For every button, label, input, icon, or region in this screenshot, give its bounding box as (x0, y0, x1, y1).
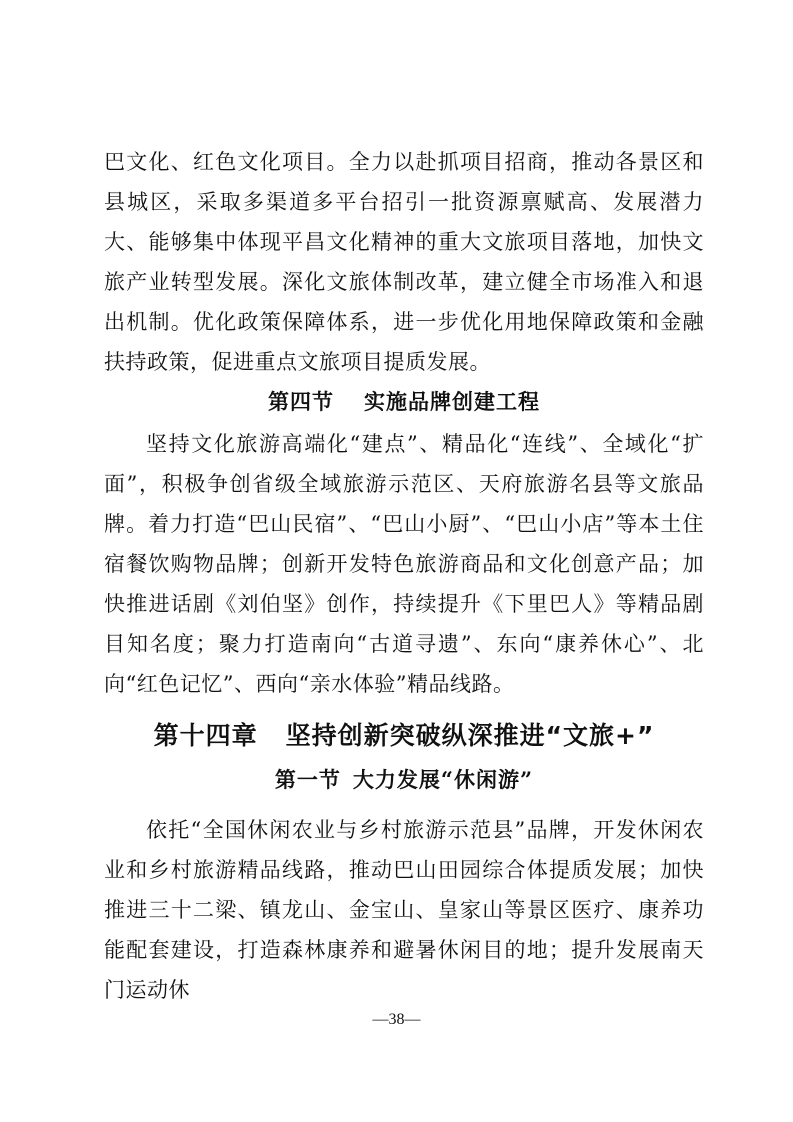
section-title-text: 大力发展“休闲游” (352, 767, 534, 792)
section-heading-leisure-travel (104, 764, 704, 796)
section-title-text: 实施品牌创建工程 (364, 389, 540, 414)
chapter-number: 第十四章 (153, 721, 258, 750)
paragraph-leisure-travel: 依托“全国休闲农业与乡村旅游示范县”品牌，开发休闲农业和乡村旅游精品线路，推动巴山田园综合体提质发展；加快推进三十二梁、镇龙山、金宝山、皇家山等景区医疗、康养功能配套建设，打造森林康养和避暑休闲目的地；提升发展南天门运动休 (104, 818, 704, 1002)
paragraph-brand-building: 坚持文化旅游高端化“建点”、精品化“连线”、全域化“扩面”，积极争创省级全域旅游示范区、天府旅游名县等文旅品牌。着力打造“巴山民宿”、“巴山小厨”、“巴山小店”等本土住宿餐饮购物品牌；创新开发特色旅游商品和文化创意产品；加快推进话剧《刘伯坚》创作，持续提升《下里巴人》等精品剧目知名度；聚力打造南向“古道寻遗”、东向“康养休心”、北向“红色记忆”、西向“亲水体验”精品线路。 (104, 432, 704, 696)
page-number: —38— (372, 1011, 421, 1028)
section-number: 第四节 (268, 389, 334, 414)
section-heading-brand-building (104, 386, 704, 418)
section-number: 第一节 (274, 767, 341, 792)
paragraph-project-investment: 巴文化、红色文化项目。全力以赴抓项目招商，推动各景区和县城区，采取多渠道多平台招引一批资源禀赋高、发展潜力大、能够集中体现平昌文化精神的重大文旅项目落地，加快文旅产业转型发展。深化文旅体制改革，建立健全市场准入和退出机制。优化政策保障体系，进一步优化用地保障政策和金融扶持政策，促进重点文旅项目提质发展。 (104, 150, 704, 374)
chapter-title-text: 坚持创新突破纵深推进“文旅+” (285, 721, 655, 750)
chapter-heading (104, 718, 704, 754)
